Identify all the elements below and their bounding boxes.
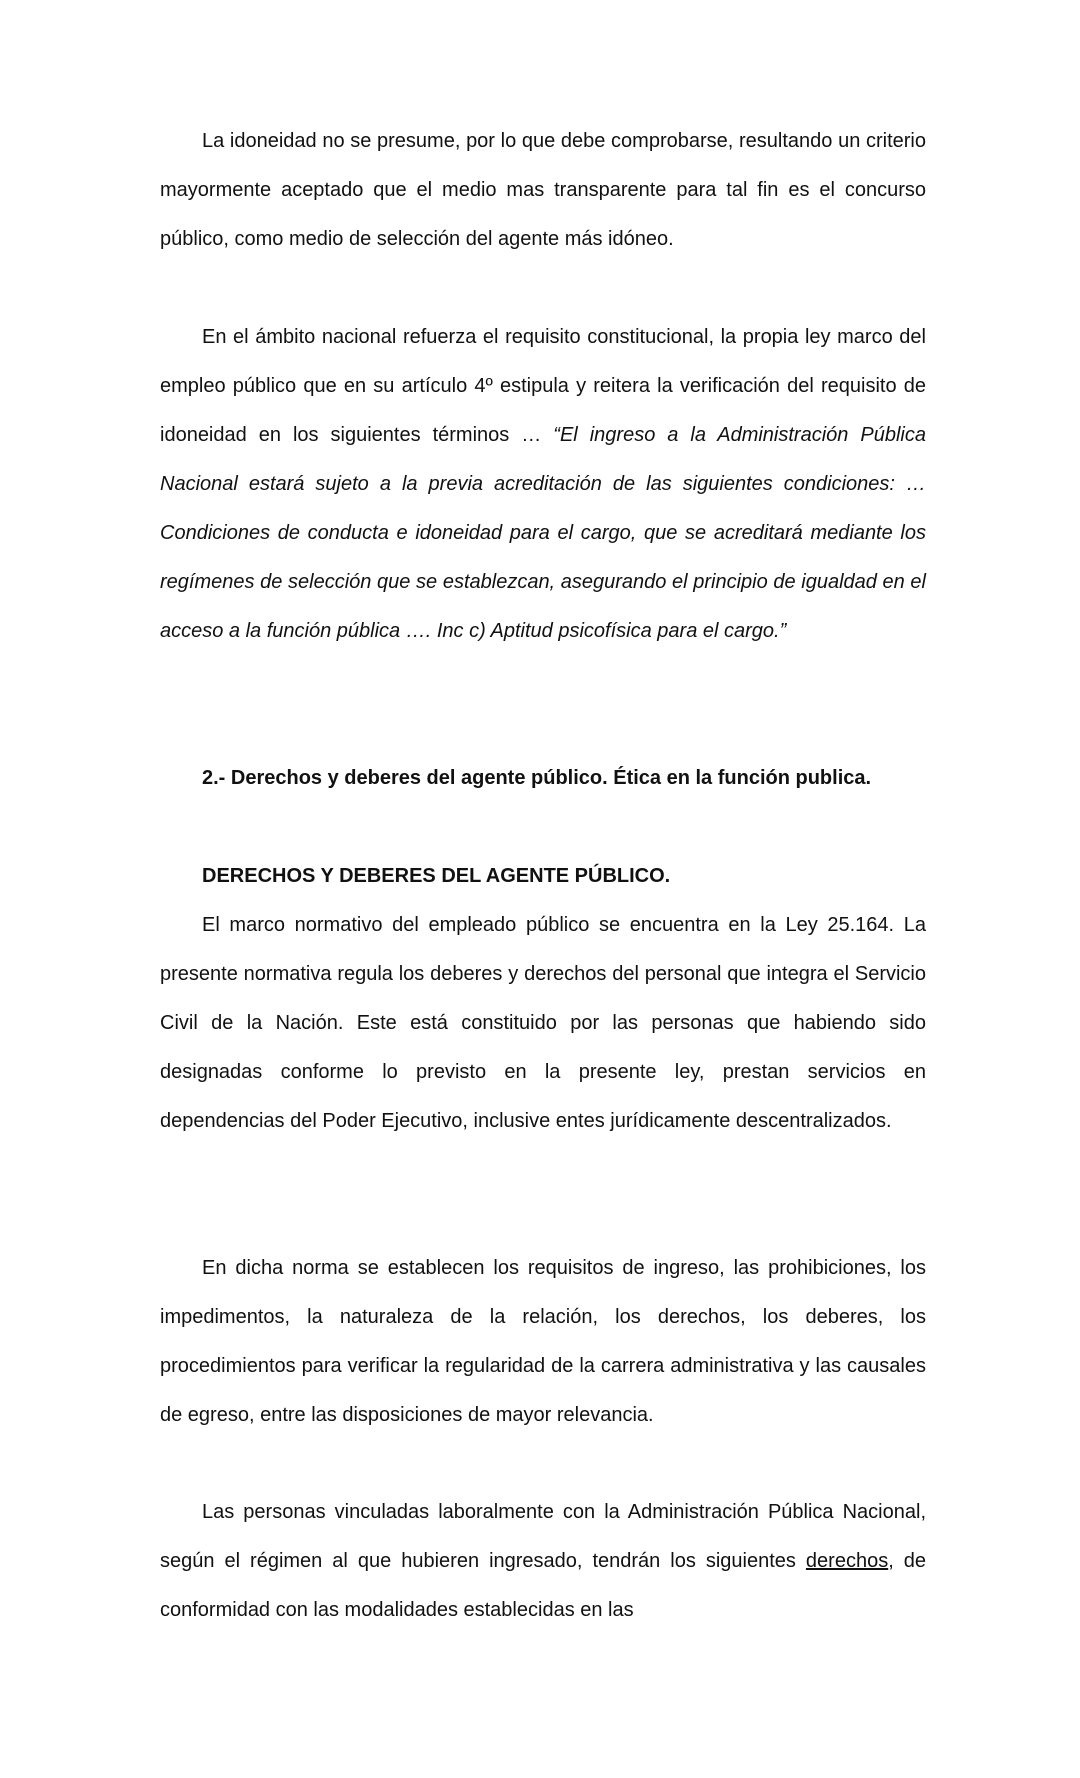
paragraph-dicha-norma: En dicha norma se establecen los requisitos de ingreso, las prohibiciones, los impedimentos, la naturaleza de la relación, los derechos, los deberes, los procedimientos para verificar la regularidad de la carrera administrativa y las causales de egreso, entre las disposiciones de mayor relevancia. <box>160 1257 926 1426</box>
paragraph-lead-text: En el ámbito nacional refuerza el requisito constitucional, la propia ley marco del empleo público que en su artículo 4º estipula y reitera la verificación del requisito de idoneidad en los siguientes términos … <box>160 326 926 446</box>
paragraph-idoneidad: La idoneidad no se presume, por lo que debe comprobarse, resultando un criterio mayormente aceptado que el medio mas transparente para tal fin es el concurso público, como medio de selección del agente más idóneo. <box>160 130 926 250</box>
law-quote: “El ingreso a la Administración Pública Nacional estará sujeto a la previa acreditación de las siguientes condiciones: …Condiciones de conducta e idoneidad para el cargo, que se acreditará mediante los regímenes de selección que se establezcan, asegurando el principio de igualdad en el acceso a la función pública …. Inc c) Aptitud psicofísica para el cargo.” <box>160 424 926 642</box>
paragraph-ambito-nacional <box>160 313 926 656</box>
paragraph-text-before: Las personas vinculadas laboralmente con la Administración Pública Nacional, según el régimen al que hubieren ingresado, tendrán los siguientes <box>160 1501 926 1572</box>
paragraph-text-after: , de conformidad con las modalidades establecidas en las <box>160 1550 927 1621</box>
underlined-derechos: derechos <box>805 1550 889 1572</box>
subheading-derechos-deberes: DERECHOS Y DEBERES DEL AGENTE PÚBLICO. <box>202 865 671 887</box>
paragraph-marco-normativo: El marco normativo del empleado público se encuentra en la Ley 25.164. La presente normativa regula los deberes y derechos del personal que integra el Servicio Civil de la Nación. Este está constituido por las personas que habiendo sido designadas conforme lo previsto en la presente ley, prestan servicios en dependencias del Poder Ejecutivo, inclusive entes jurídicamente descentralizados. <box>160 914 926 1132</box>
section-heading <box>202 754 871 803</box>
section-heading-period: . <box>865 767 872 789</box>
paragraph-personas-vinculadas <box>160 1488 926 1635</box>
section-heading-text: 2.- Derechos y deberes del agente público. Ética en la función publica <box>202 767 866 789</box>
